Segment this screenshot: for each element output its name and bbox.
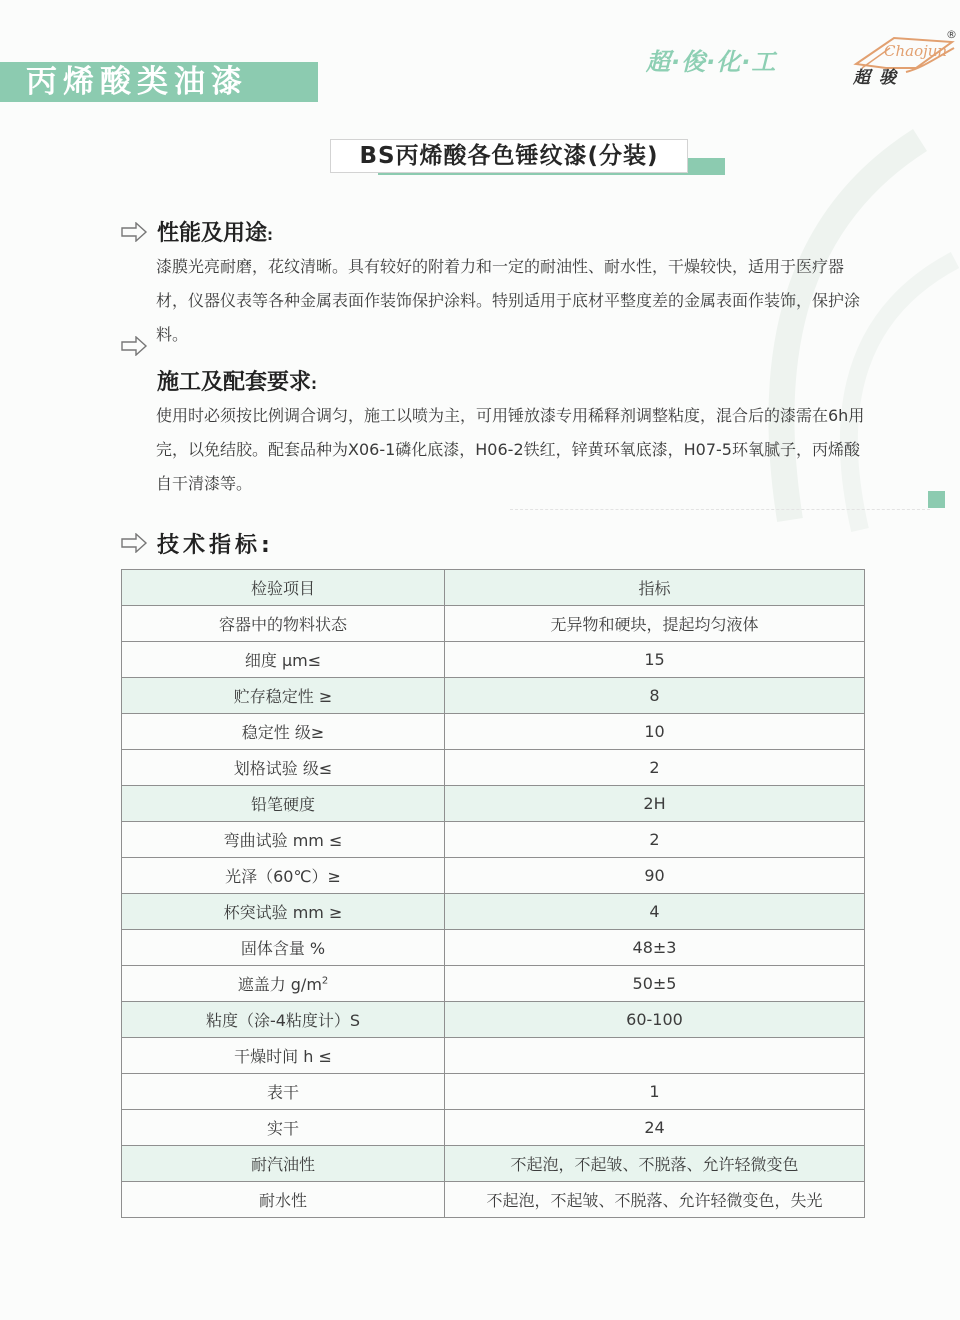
table-row — [122, 1182, 865, 1218]
table-cell-item — [122, 930, 445, 966]
table-cell-item-text: 粘度（涂-4粘度计）S — [205, 1011, 361, 1030]
table-cell-value: 1 — [445, 1074, 865, 1110]
product-title: BS丙烯酸各色锤纹漆(分装) — [359, 143, 659, 169]
table-cell-value: 8 — [445, 678, 865, 714]
table-row — [122, 1146, 865, 1182]
table-cell-item-text: 铅笔硬度 — [250, 795, 315, 814]
heading-colon: : — [267, 226, 274, 244]
spec-table — [121, 569, 865, 1218]
column-header-item: 检验项目 — [122, 570, 445, 606]
column-header-value: 指标 — [445, 570, 865, 606]
table-cell-item — [122, 822, 445, 858]
table-cell-item-text: 干燥时间 h ≤ — [234, 1047, 332, 1066]
table-cell-item — [122, 1002, 445, 1038]
table-row — [122, 1110, 865, 1146]
table-cell-item-text: 弯曲试验 mm ≤ — [223, 831, 343, 850]
table-cell-item-text: 容器中的物料状态 — [218, 615, 347, 634]
table-cell-item-text: 表干 — [266, 1083, 299, 1102]
table-row — [122, 1074, 865, 1110]
section-body-construction: 使用时必须按比例调合调匀，施工以喷为主，可用锤放漆专用稀释剂调整粘度，混合后的漆需在6h用完，以免结胶。配套品种为X06-1磷化底漆，H06-2铁红，锌黄环氧底漆，H07-5环氧腻子，丙烯酸自干清漆等。 — [156, 406, 865, 493]
table-cell-value: 2 — [445, 822, 865, 858]
table-cell-item — [122, 714, 445, 750]
table-row — [122, 606, 865, 642]
arrow-icon — [120, 336, 148, 356]
table-cell-value: 15 — [445, 642, 865, 678]
arrow-icon — [120, 222, 148, 242]
table-row — [122, 786, 865, 822]
logo-chinese-name: 超骏 — [853, 68, 905, 88]
table-row — [122, 930, 865, 966]
table-cell-item — [122, 966, 445, 1002]
table-row — [122, 894, 865, 930]
table-cell-item-text: 贮存稳定性 ≥ — [233, 687, 333, 706]
table-row — [122, 822, 865, 858]
table-cell-value: 50±5 — [445, 966, 865, 1002]
table-row — [122, 678, 865, 714]
table-cell-value: 4 — [445, 894, 865, 930]
table-header-row — [122, 570, 865, 606]
table-cell-item — [122, 1074, 445, 1110]
table-cell-value: 60-100 — [445, 1002, 865, 1038]
table-cell-value: 2H — [445, 786, 865, 822]
table-cell-value — [445, 1038, 865, 1074]
table-cell-item — [122, 606, 445, 642]
table-row — [122, 750, 865, 786]
heading-colon: : — [311, 375, 318, 393]
table-cell-item-text: 细度 μm≤ — [244, 651, 322, 670]
table-cell-value: 10 — [445, 714, 865, 750]
table-cell-item — [122, 678, 445, 714]
brand-slogan: 超·俊·化·工 — [646, 48, 777, 76]
table-cell-value: 无异物和硬块，提起均匀液体 — [445, 606, 865, 642]
section-heading-specs — [157, 528, 274, 559]
section-heading-performance-text: 性能及用途 — [157, 221, 268, 246]
table-cell-item-text: 稳定性 级≥ — [241, 723, 325, 742]
table-row — [122, 858, 865, 894]
registered-mark: ® — [946, 28, 957, 41]
category-title: 丙烯酸类油漆 — [26, 64, 248, 100]
table-cell-value: 2 — [445, 750, 865, 786]
side-accent-square — [928, 491, 945, 508]
table-row — [122, 1038, 865, 1074]
table-cell-value: 48±3 — [445, 930, 865, 966]
table-cell-item — [122, 750, 445, 786]
table-cell-item-text: 固体含量 % — [240, 939, 326, 958]
table-cell-item — [122, 1182, 445, 1218]
table-cell-value: 90 — [445, 858, 865, 894]
table-cell-item — [122, 786, 445, 822]
table-cell-item — [122, 858, 445, 894]
table-cell-item-text: 光泽（60℃）≥ — [225, 867, 341, 886]
table-cell-item — [122, 1038, 445, 1074]
table-cell-item-text: 耐水性 — [258, 1191, 307, 1210]
unit-superscript: 2 — [321, 975, 329, 987]
table-cell-item-text: 划格试验 级≤ — [233, 759, 333, 778]
logo-wordmark: Chaojun — [884, 42, 948, 60]
table-row — [122, 642, 865, 678]
table-cell-value: 不起泡，不起皱、不脱落、允许轻微变色 — [445, 1146, 865, 1182]
table-cell-item-text: 杯突试验 mm ≥ — [223, 903, 343, 922]
table-cell-item-text: 遮盖力 g/m — [237, 975, 322, 994]
section-heading-construction-text: 施工及配套要求 — [157, 370, 312, 395]
section-heading-specs-text: 技术指标 — [157, 533, 262, 558]
table-cell-value: 24 — [445, 1110, 865, 1146]
section-heading-construction — [157, 365, 317, 396]
table-cell-item — [122, 894, 445, 930]
table-row — [122, 1002, 865, 1038]
table-cell-item-text: 实干 — [266, 1119, 299, 1138]
table-row — [122, 714, 865, 750]
arrow-icon — [120, 533, 148, 553]
table-cell-item-text: 耐汽油性 — [250, 1155, 315, 1174]
table-cell-item — [122, 642, 445, 678]
section-heading-performance — [157, 216, 273, 247]
heading-colon: : — [261, 533, 274, 558]
table-row — [122, 966, 865, 1002]
table-cell-item — [122, 1110, 445, 1146]
table-cell-value: 不起泡，不起皱、不脱落、允许轻微变色，失光 — [445, 1182, 865, 1218]
table-cell-item — [122, 1146, 445, 1182]
section-body-performance: 漆膜光亮耐磨，花纹清晰。具有较好的附着力和一定的耐油性、耐水性，干燥较快，适用于医疗器材，仪器仪表等各种金属表面作装饰保护涂料。特别适用于底材平整度差的金属表面作装饰，保护涂料。 — [156, 257, 861, 344]
dashed-divider — [510, 509, 930, 510]
spec-table-body — [122, 606, 865, 1218]
